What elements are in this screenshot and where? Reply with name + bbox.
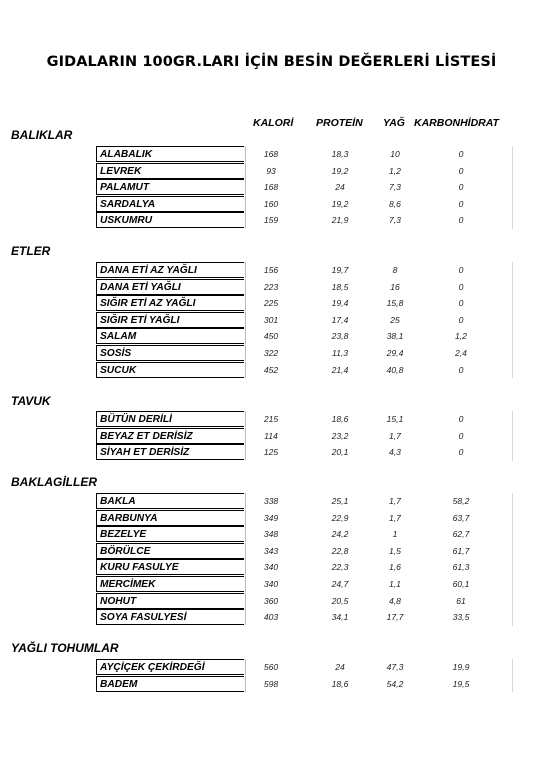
karbonhidrat-cell: 0 — [458, 447, 464, 458]
table-row — [0, 609, 543, 625]
yag-cell: 47,3 — [386, 662, 404, 672]
protein-cell: 18,3 — [331, 149, 349, 159]
protein-cell: 25,1 — [331, 496, 349, 506]
table-row — [0, 279, 543, 295]
food-name-cell: BADEM — [96, 676, 244, 692]
karbonhidrat-cell: 0 — [458, 165, 464, 176]
kalori-cell: 156 — [245, 262, 296, 278]
karbonhidrat-cell: 0 — [458, 149, 464, 159]
table-row — [0, 444, 543, 460]
food-name-cell: SIĞIR ETİ AZ YAĞLI — [96, 295, 244, 311]
food-name-cell: KURU FASULYE — [96, 559, 244, 575]
karbonhidrat-cell: 63,7 — [452, 512, 470, 523]
protein-cell: 21,9 — [331, 215, 349, 226]
yag-cell: 4,3 — [389, 447, 401, 458]
table-row — [0, 510, 543, 526]
kalori-cell: 360 — [245, 593, 296, 609]
table-row — [0, 411, 543, 427]
page-title: GIDALARIN 100GR.LARI İÇİN BESİN DEĞERLERİ LİSTESİ — [46, 54, 497, 70]
kalori-cell: 450 — [245, 328, 296, 344]
column-header-protein: PROTEİN — [316, 117, 363, 129]
food-name-cell: BAKLA — [96, 493, 244, 509]
kalori-cell: 338 — [245, 493, 296, 509]
protein-cell: 22,8 — [331, 545, 349, 556]
karbonhidrat-cell: 60,1 — [452, 579, 470, 589]
table-row — [0, 428, 543, 444]
food-name-cell: BARBUNYA — [96, 510, 244, 526]
food-name-cell: ALABALIK — [96, 146, 244, 162]
yag-cell: 16 — [390, 281, 400, 292]
kalori-cell: 349 — [245, 510, 296, 526]
karbonhidrat-cell: 0 — [458, 364, 464, 375]
protein-cell: 23,2 — [331, 430, 349, 441]
table-row — [0, 328, 543, 344]
food-name-cell: SALAM — [96, 328, 244, 344]
protein-cell: 18,5 — [331, 281, 349, 292]
protein-cell: 17,4 — [331, 314, 349, 325]
karbonhidrat-cell: 0 — [458, 281, 464, 292]
karbonhidrat-cell: 0 — [458, 430, 464, 441]
yag-cell: 15,1 — [386, 414, 404, 424]
category-heading-baliklar: BALIKLAR — [11, 128, 73, 142]
kalori-cell: 125 — [245, 444, 296, 460]
protein-cell: 11,3 — [331, 348, 349, 358]
yag-cell: 15,8 — [386, 298, 404, 309]
protein-cell: 24 — [335, 662, 345, 672]
karbonhidrat-cell: 0 — [458, 182, 464, 193]
food-name-cell: LEVREK — [96, 163, 244, 179]
yag-cell: 1,2 — [389, 165, 401, 176]
kalori-cell: 322 — [245, 345, 296, 361]
food-name-cell: SOYA FASULYESİ — [96, 609, 244, 625]
food-name-cell: BEYAZ ET DERİSİZ — [96, 428, 244, 444]
protein-cell: 22,3 — [331, 562, 349, 573]
yag-cell: 1,7 — [389, 496, 401, 506]
food-name-cell: BÖRÜLCE — [96, 543, 244, 559]
yag-cell: 7,3 — [389, 182, 401, 193]
column-header-karbonhidrat: KARBONHİDRAT — [414, 117, 499, 129]
food-name-cell: SUCUK — [96, 362, 244, 378]
yag-cell: 7,3 — [389, 215, 401, 226]
table-row — [0, 196, 543, 212]
kalori-cell: 560 — [245, 659, 296, 675]
karbonhidrat-cell: 0 — [458, 215, 464, 226]
table-row — [0, 163, 543, 179]
kalori-cell: 301 — [245, 312, 296, 328]
food-name-cell: SARDALYA — [96, 196, 244, 212]
kalori-cell: 343 — [245, 543, 296, 559]
karbonhidrat-cell: 61,7 — [452, 545, 470, 556]
karbonhidrat-cell: 33,5 — [452, 612, 470, 623]
food-name-cell: BÜTÜN DERİLİ — [96, 411, 244, 427]
kalori-cell: 160 — [245, 196, 296, 212]
category-heading-etler: ETLER — [11, 244, 51, 258]
protein-cell: 20,5 — [331, 595, 349, 606]
food-name-cell: USKUMRU — [96, 212, 244, 228]
yag-cell: 25 — [390, 314, 400, 325]
kalori-cell: 168 — [245, 179, 296, 195]
category-heading-yagli-tohumlar: YAĞLI TOHUMLAR — [11, 641, 119, 655]
protein-cell: 21,4 — [331, 364, 349, 375]
karbonhidrat-cell: 19,9 — [452, 662, 470, 672]
column-header-kalori: KALORİ — [253, 117, 294, 129]
protein-cell: 18,6 — [331, 414, 349, 424]
food-name-cell: NOHUT — [96, 593, 244, 609]
kalori-cell: 452 — [245, 362, 296, 378]
yag-cell: 29,4 — [386, 348, 404, 358]
kalori-cell: 215 — [245, 411, 296, 427]
food-name-cell: AYÇİÇEK ÇEKİRDEĞİ — [96, 659, 244, 675]
karbonhidrat-cell: 2,4 — [455, 348, 467, 358]
yag-cell: 40,8 — [386, 364, 404, 375]
protein-cell: 19,7 — [331, 265, 349, 275]
kalori-cell: 93 — [245, 163, 296, 179]
protein-cell: 19,2 — [331, 198, 349, 209]
yag-cell: 1,6 — [389, 562, 401, 573]
kalori-cell: 340 — [245, 576, 296, 592]
yag-cell: 4,8 — [389, 595, 401, 606]
food-name-cell: DANA ETİ AZ YAĞLI — [96, 262, 244, 278]
karbonhidrat-cell: 0 — [458, 298, 464, 309]
kalori-cell: 340 — [245, 559, 296, 575]
karbonhidrat-cell: 0 — [458, 414, 464, 424]
table-row — [0, 362, 543, 378]
protein-cell: 34,1 — [331, 612, 349, 623]
food-name-cell: MERCİMEK — [96, 576, 244, 592]
table-row — [0, 179, 543, 195]
kalori-cell: 114 — [245, 428, 296, 444]
karbonhidrat-cell: 19,5 — [452, 678, 470, 689]
karbonhidrat-cell: 58,2 — [452, 496, 470, 506]
yag-cell: 17,7 — [386, 612, 404, 623]
table-row — [0, 295, 543, 311]
protein-cell: 18,6 — [331, 678, 349, 689]
karbonhidrat-cell: 0 — [458, 265, 464, 275]
karbonhidrat-cell: 61,3 — [452, 562, 470, 573]
table-row — [0, 559, 543, 575]
kalori-cell: 403 — [245, 609, 296, 625]
table-row — [0, 212, 543, 228]
table-row — [0, 262, 543, 278]
protein-cell: 19,4 — [331, 298, 349, 309]
yag-cell: 10 — [390, 149, 400, 159]
kalori-cell: 223 — [245, 279, 296, 295]
category-heading-tavuk: TAVUK — [11, 394, 51, 408]
kalori-cell: 225 — [245, 295, 296, 311]
yag-cell: 1,5 — [389, 545, 401, 556]
table-row — [0, 543, 543, 559]
food-name-cell: BEZELYE — [96, 526, 244, 542]
table-row — [0, 526, 543, 542]
yag-cell: 54,2 — [386, 678, 404, 689]
food-name-cell: SOSİS — [96, 345, 244, 361]
protein-cell: 24,2 — [331, 529, 349, 540]
table-row — [0, 312, 543, 328]
kalori-cell: 348 — [245, 526, 296, 542]
table-row — [0, 593, 543, 609]
karbonhidrat-cell: 61 — [456, 595, 466, 606]
protein-cell: 22,9 — [331, 512, 349, 523]
yag-cell: 8,6 — [389, 198, 401, 209]
table-row — [0, 345, 543, 361]
protein-cell: 23,8 — [331, 331, 349, 342]
food-name-cell: PALAMUT — [96, 179, 244, 195]
yag-cell: 1,7 — [389, 512, 401, 523]
protein-cell: 24,7 — [331, 579, 349, 589]
kalori-cell: 598 — [245, 676, 296, 692]
food-name-cell: SIĞIR ETİ YAĞLI — [96, 312, 244, 328]
table-row — [0, 576, 543, 592]
food-name-cell: SİYAH ET DERİSİZ — [96, 444, 244, 460]
karbonhidrat-cell: 1,2 — [455, 331, 467, 342]
yag-cell: 38,1 — [386, 331, 404, 342]
kalori-cell: 168 — [245, 146, 296, 162]
protein-cell: 20,1 — [331, 447, 349, 458]
yag-cell: 1 — [392, 529, 398, 540]
karbonhidrat-cell: 62,7 — [452, 529, 470, 540]
yag-cell: 1,1 — [389, 579, 401, 589]
table-row — [0, 659, 543, 675]
kalori-cell: 159 — [245, 212, 296, 228]
protein-cell: 24 — [335, 182, 345, 193]
protein-cell: 19,2 — [331, 165, 349, 176]
karbonhidrat-cell: 0 — [458, 314, 464, 325]
table-row — [0, 493, 543, 509]
table-row — [0, 146, 543, 162]
food-name-cell: DANA ETİ YAĞLI — [96, 279, 244, 295]
karbonhidrat-cell: 0 — [458, 198, 464, 209]
category-heading-baklagiller: BAKLAGİLLER — [11, 475, 97, 489]
table-row — [0, 676, 543, 692]
yag-cell: 8 — [392, 265, 398, 275]
column-header-yag: YAĞ — [383, 117, 405, 129]
yag-cell: 1,7 — [389, 430, 401, 441]
